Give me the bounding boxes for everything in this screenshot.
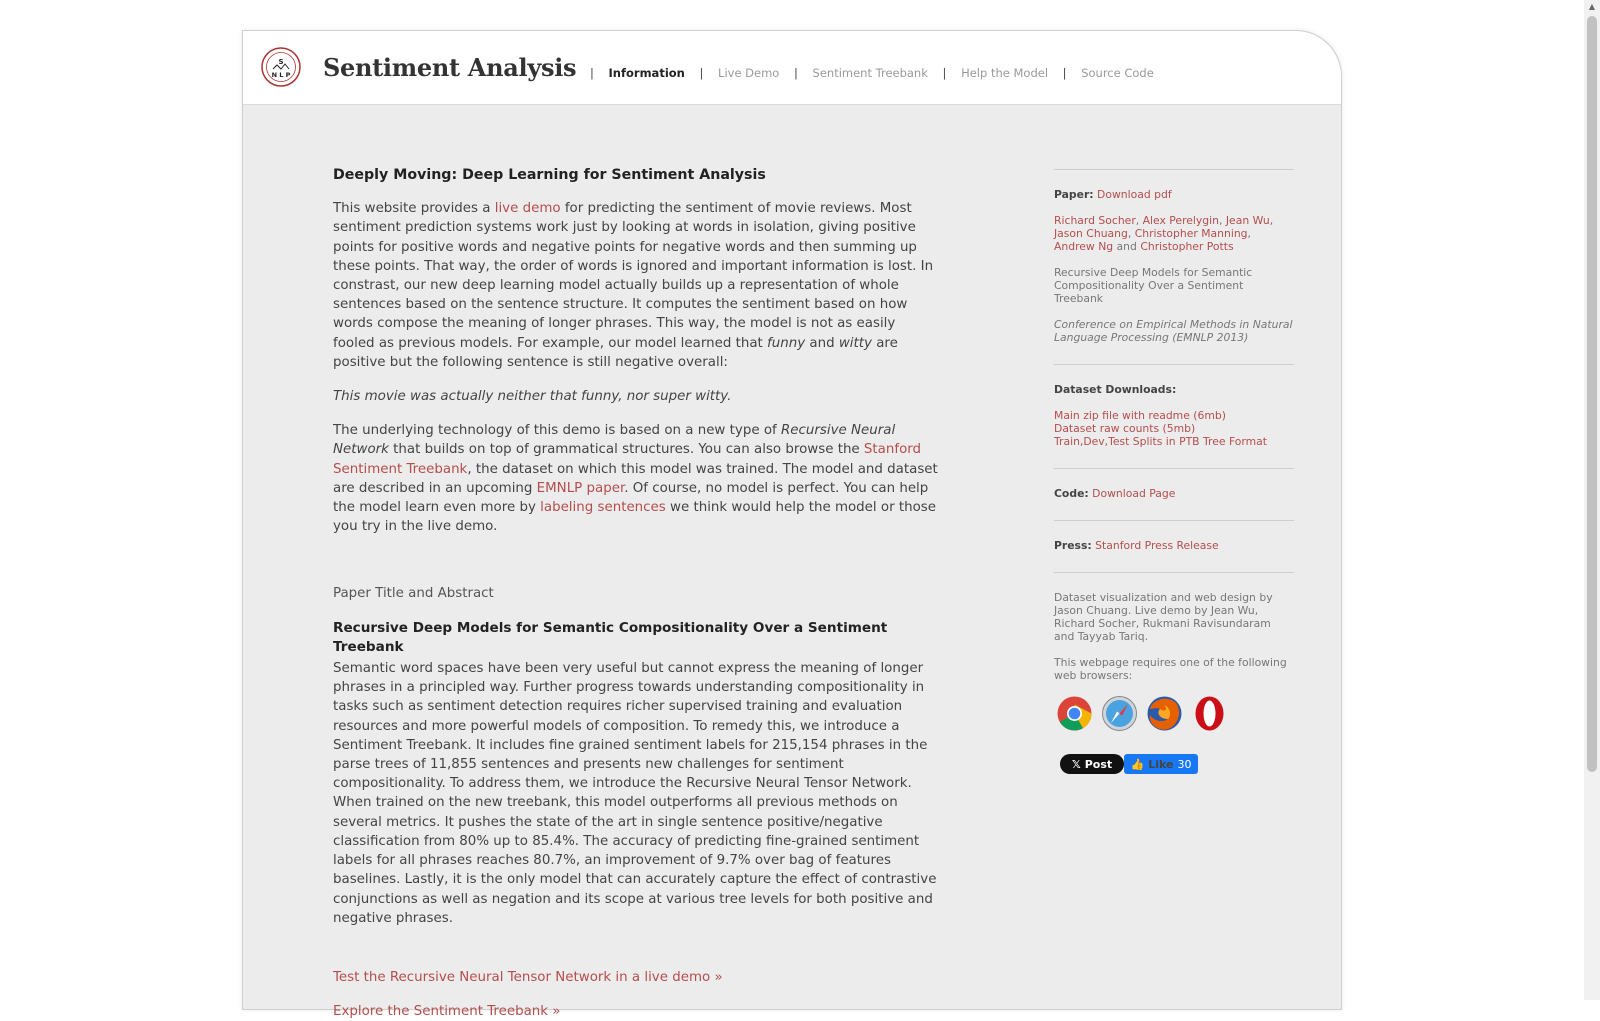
nav-sentiment-treebank[interactable]: Sentiment Treebank (812, 66, 928, 80)
author-list: Richard Socher, Alex Perelygin, Jean Wu, Jason Chuang, Christopher Manning, Andrew Ng and Christopher Potts (1054, 214, 1274, 253)
like-count: 30 (1177, 757, 1192, 771)
x-icon: 𝕏 (1071, 757, 1081, 771)
press-release-link[interactable]: Stanford Press Release (1095, 539, 1219, 552)
author-link[interactable]: Christopher Potts (1140, 240, 1234, 253)
dataset-block: Dataset Downloads: Main zip file with readme (6mb) Dataset raw counts (5mb) Train,Dev,Test Splits in PTB Tree Format (1054, 383, 1267, 448)
author-link[interactable]: Richard Socher (1054, 214, 1136, 227)
nav-live-demo[interactable]: Live Demo (718, 66, 780, 80)
labeling-sentences-link[interactable]: labeling sentences (540, 500, 666, 516)
site-title[interactable]: Sentiment Analysis (323, 53, 577, 82)
stanford-nlp-logo[interactable] (261, 47, 301, 87)
header (243, 31, 1341, 105)
nav-separator: | (1062, 66, 1067, 80)
opera-icon (1191, 695, 1228, 732)
technology-paragraph: The underlying technology of this demo is based on a new type of Recursive Neural Network that builds on top of grammatical structures. You can also browse the Stanford Sentiment Treebank, the dataset on which this model was trained. The model and dataset are described in an upcoming EMNLP paper. Of course, no model is perfect. You can help the model learn even more by labeling sentences we think would help the model or those you try in the live demo. (333, 423, 938, 535)
live-demo-link[interactable]: live demo (494, 201, 561, 217)
live-demo-cta-link[interactable]: Test the Recursive Neural Tensor Network in a live demo » (333, 969, 723, 985)
paper-abstract: Semantic word spaces have been very useful but cannot express the meaning of longer phrases in a principled way. Further progress towards understanding compositionality in tasks such as sentiment detection requires richer supervised training and evaluation resources and more powerful models of composition. To remedy this, we introduce a Sentiment Treebank. It includes fine grained sentiment labels for 215,154 phrases in the parse trees of 11,855 sentences and presents new challenges for sentiment compositionality. To address them, we introduce the Recursive Neural Tensor Network. When trained on the new treebank, this model outperforms all previous methods on several metrics. It pushes the state of the art in single sentence positive/negative classification from 80% up to 85.4%. The accuracy of predicting fine-grained sentiment labels for all phrases reaches 80.7%, an improvement of 9.7% over bag of features baselines. Lastly, it is the only model that can accurately capture the effect of contrastive conjunctions as well as negation and its scope at various tree levels for both positive and negative phrases. (333, 661, 937, 926)
facebook-like-button[interactable]: 👍 Like 30 (1124, 754, 1198, 774)
emnlp-paper-link[interactable]: EMNLP paper (536, 480, 625, 496)
treebank-cta-link[interactable]: Explore the Sentiment Treebank » (333, 1004, 561, 1020)
nav-source-code[interactable]: Source Code (1081, 66, 1154, 80)
nav-separator: | (699, 66, 704, 80)
paper-title: Recursive Deep Models for Semantic Compositionality Over a Sentiment Treebank (333, 619, 888, 655)
author-link[interactable]: Christopher Manning (1134, 227, 1248, 240)
dataset-main-zip-link[interactable]: Main zip file with readme (6mb) (1054, 409, 1226, 422)
scroll-up-arrow-icon[interactable]: ▲ (1588, 2, 1596, 11)
credits-block (1054, 573, 1294, 794)
credits: Dataset visualization and web design by Jason Chuang. Live demo by Jean Wu, Richard Socher, Rukmani Ravisundaram and Tayyab Tariq. (1054, 591, 1273, 643)
main-nav (579, 66, 1154, 80)
firefox-icon (1146, 695, 1183, 732)
nav-separator: | (794, 66, 798, 80)
page-panel (242, 30, 1342, 1020)
cta-live-demo (333, 968, 939, 987)
author-link[interactable]: Andrew Ng (1054, 240, 1114, 253)
example-sentence: This movie was actually neither that funny, nor super witty. (333, 389, 732, 405)
svg-text:S: S (278, 58, 284, 66)
browser-icons (1056, 695, 1294, 732)
main-content (333, 166, 939, 1021)
code-download-link[interactable]: Download Page (1092, 487, 1176, 500)
browsers-note: This webpage requires one of the following web browsers: (1054, 656, 1287, 682)
chrome-icon (1056, 695, 1093, 732)
intro-paragraph: This website provides a live demo for predicting the sentiment of movie reviews. Most sentiment prediction systems work just by looking at words in isolation, giving positive points for positive words and negative points for negative words and then summing up these points. That way, the order of words is ignored and important information is lost. In constrast, our new deep learning model actually builds up a representation of whole sentences based on the sentence structure. It computes the sentiment based on how words compose the meaning of longer phrases. This way, the model is not as easily fooled as previous models. For example, our model learned that funny and witty are positive but the following sentence is still negative overall: (333, 201, 934, 370)
author-link[interactable]: Jason Chuang (1054, 227, 1128, 240)
paper-block: Paper: Download pdf Richard Socher, Alex Perelygin, Jean Wu, Jason Chuang, Christopher Manning, Andrew Ng and Christopher Potts Recursive Deep Models for Semantic Compositionality Over a Sentiment Treebank Conference on Empirical Methods in Natural Language Processing (EMNLP 2013) (1054, 188, 1293, 344)
treebank-link[interactable]: Stanford Sentiment Treebank (333, 442, 922, 477)
nav-help-the-model[interactable]: Help the Model (961, 66, 1049, 80)
thumbs-up-icon: 👍 (1130, 757, 1145, 771)
code-block: Code: Download Page (1054, 487, 1176, 500)
nav-information[interactable]: Information (608, 66, 685, 80)
page-heading: Deeply Moving: Deep Learning for Sentiment Analysis (333, 167, 766, 183)
sidebar (1054, 169, 1294, 794)
nav-separator: | (942, 66, 947, 80)
social-buttons (1060, 754, 1294, 774)
press-block: Press: Stanford Press Release (1054, 539, 1219, 552)
sidebar-paper-title: Recursive Deep Models for Semantic Compositionality Over a Sentiment Treebank (1054, 266, 1253, 305)
vertical-scrollbar[interactable] (1584, 0, 1600, 1000)
scroll-thumb[interactable] (1587, 16, 1597, 772)
venue: Conference on Empirical Methods in Natural Language Processing (EMNLP 2013) (1054, 318, 1293, 344)
nav-separator: | (590, 66, 594, 80)
svg-text:N L P: N L P (271, 71, 291, 79)
cta-treebank (333, 1002, 939, 1021)
x-post-button[interactable]: 𝕏 Post (1060, 754, 1124, 774)
safari-icon (1101, 695, 1138, 732)
download-pdf-link[interactable]: Download pdf (1097, 188, 1172, 201)
author-link[interactable]: Jean Wu (1225, 214, 1270, 227)
author-link[interactable]: Alex Perelygin (1142, 214, 1219, 227)
section-label: Paper Title and Abstract (333, 586, 494, 602)
dataset-splits-link[interactable]: Train,Dev,Test Splits in PTB Tree Format (1054, 435, 1267, 448)
dataset-raw-counts-link[interactable]: Dataset raw counts (5mb) (1054, 422, 1196, 435)
